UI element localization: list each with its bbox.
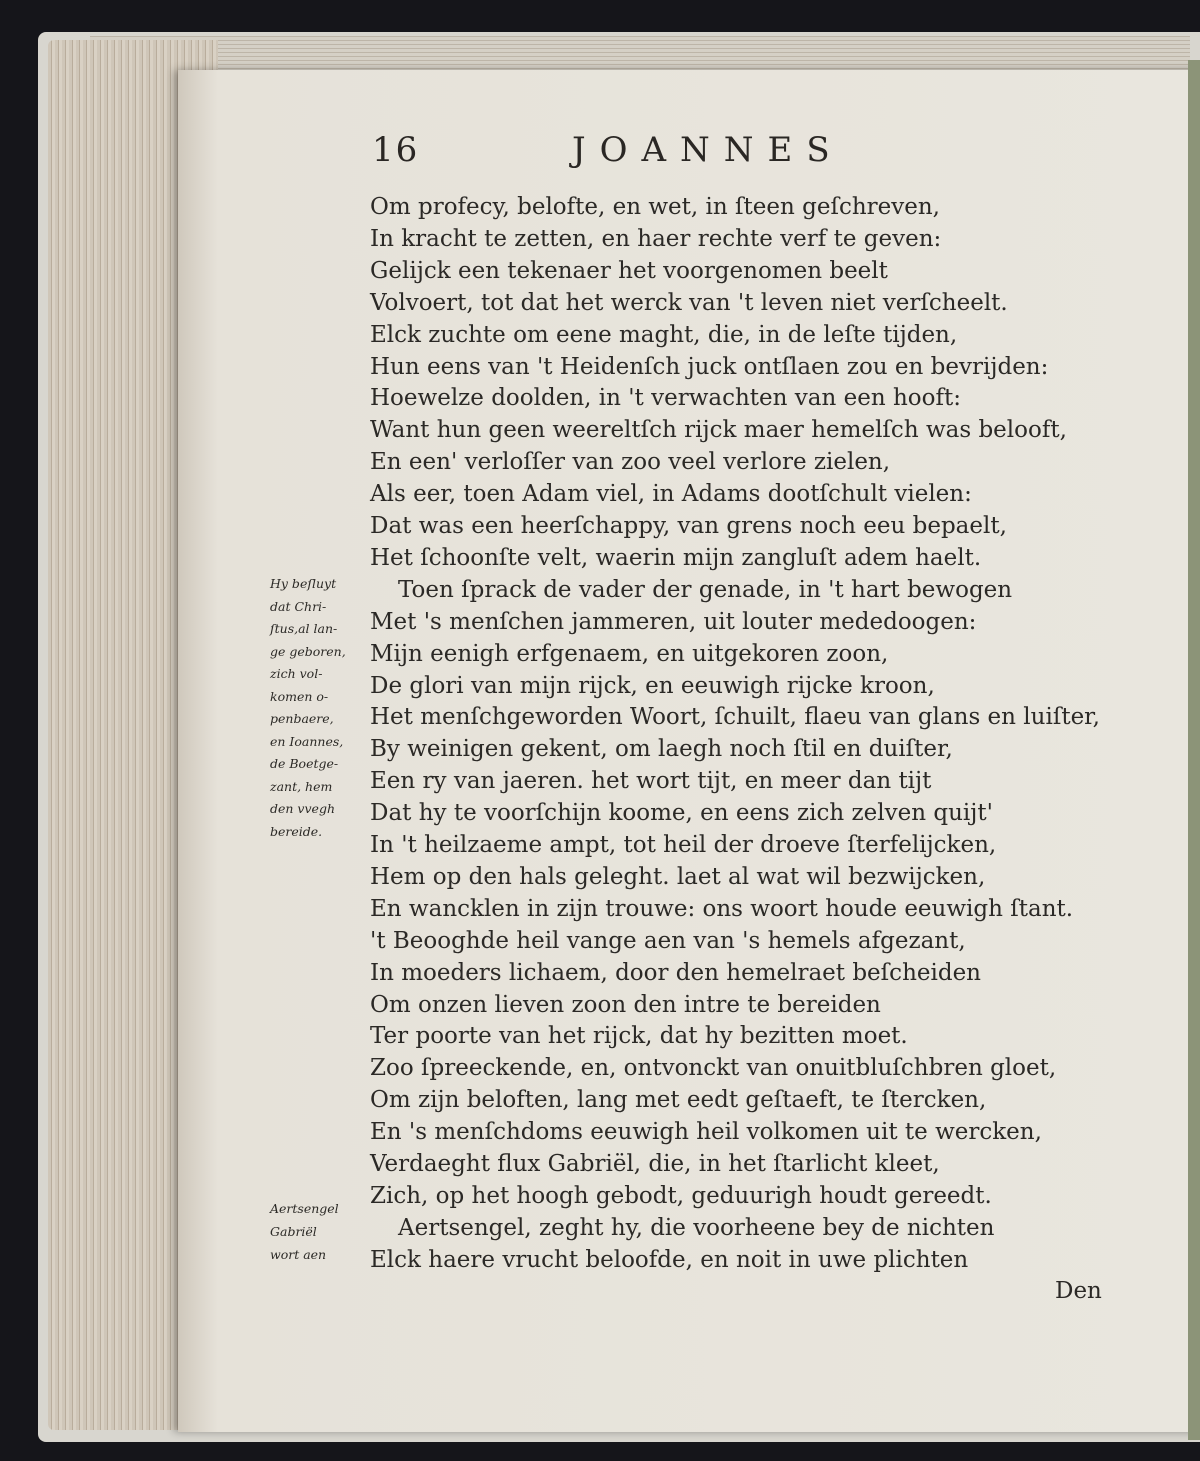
running-header [372, 130, 844, 170]
page-number: 16 [372, 130, 420, 170]
verse-line: Toen ſprack de vader der genade, in 't hart bewogen [398, 576, 1013, 603]
verse-line: En 's menſchdoms eeuwigh heil volkomen uit te wercken, [370, 1119, 1042, 1146]
margin-note-line: en Ioannes, [270, 733, 344, 749]
margin-note-line: Aertsengel [270, 1201, 339, 1216]
verse-line: Want hun geen weereltſch rijck maer hemelſch was belooft, [370, 417, 1067, 444]
margin-note-line: Hy beſluyt [270, 576, 337, 591]
margin-note-line: bereide. [270, 823, 323, 839]
verse-line: Het menſchgeworden Woort, ſchuilt, flaeu van glans en luiſter, [370, 704, 1100, 731]
margin-note-line: dat Chri- [270, 598, 327, 614]
margin-note-line: de Boetge- [270, 756, 339, 771]
verse-line: Om onzen lieven zoon den intre te bereiden [370, 991, 881, 1018]
verse-line: Dat was een heerſchappy, van grens noch eeu bepaelt, [370, 513, 1007, 539]
verse-line: De glori van mijn rijck, en eeuwigh rijcke kroon, [370, 672, 935, 699]
verse-line: Hem op den hals geleght. laet al wat wil bezwijcken, [370, 863, 986, 890]
verse-line: En wancklen in zijn trouwe: ons woort houde eeuwigh ſtant. [370, 895, 1074, 922]
margin-note-line: zich vol- [270, 666, 323, 681]
verse-line: Mijn eenigh erfgenaem, en uitgekoren zoon, [370, 640, 889, 667]
verse-line: Om zijn beloften, lang met eedt geſtaeft, te ſtercken, [370, 1087, 987, 1114]
verse-line: Volvoert, tot dat het werck van 't leven niet verſcheelt. [370, 289, 1008, 316]
verse-line: Zich, op het hoogh gebodt, geduurigh houdt gereedt. [370, 1182, 992, 1209]
verse-line: 't Beooghde heil vange aen van 's hemels afgezant, [370, 927, 966, 954]
verse-line: Hun eens van 't Heidenſch juck ontſlaen zou en bevrijden: [370, 353, 1049, 380]
verse-line: Om profecy, belofte, en wet, in ſteen geſchreven, [370, 194, 940, 220]
verse-line: In 't heilzaeme ampt, tot heil der droeve ſterfelijcken, [370, 832, 997, 858]
margin-note-line: Gabriël [270, 1224, 317, 1239]
verse-line: En een' verloſſer van zoo veel verlore zielen, [370, 449, 891, 476]
binding-strap [1188, 60, 1200, 1440]
margin-note-line: ge geboren, [270, 643, 346, 659]
margin-note-line: ſtus,al lan- [270, 621, 338, 636]
verse-line: In moeders lichaem, door den hemelraet beſcheiden [370, 959, 981, 986]
verse-line: Verdaeght flux Gabriël, die, in het ſtarlicht kleet, [370, 1151, 940, 1177]
verse-line: Een ry van jaeren. het wort tijt, en meer dan tijt [370, 768, 932, 795]
verse-line: Ter poorte van het rijck, dat hy bezitten moet. [370, 1023, 908, 1050]
margin-note-line: wort aen [270, 1247, 327, 1262]
verse-line: Aertsengel, zeght hy, die voorheene bey de nichten [398, 1214, 995, 1241]
verse-line: In kracht te zetten, en haer rechte verf te geven: [370, 225, 942, 252]
verse-line: Gelijck een tekenaer het voorgenomen beelt [370, 257, 888, 284]
margin-note-line: zant, hem [270, 778, 333, 794]
margin-note-line: penbaere, [270, 711, 334, 726]
verse-line: Met 's menſchen jammeren, uit louter mededoogen: [370, 608, 977, 635]
verse-line: Hoewelze doolden, in 't verwachten van een hooft: [370, 385, 961, 412]
verse-line: Elck haere vrucht beloofde, en noit in uwe plichten [370, 1246, 969, 1273]
catchword: Den [1055, 1278, 1102, 1304]
verse-line: Als eer, toen Adam viel, in Adams dootſchult vielen: [370, 481, 972, 508]
verse-line: Dat hy te voorſchijn koome, en eens zich zelven quijt' [370, 800, 993, 827]
verse-line: Zoo ſpreeckende, en, ontvonckt van onuitbluſchbren gloet, [370, 1055, 1057, 1082]
verse-line: By weinigen gekent, om laegh noch ſtil en duiſter, [370, 736, 953, 763]
margin-note-line: den vvegh [270, 801, 335, 816]
running-title: JOANNES [572, 130, 844, 170]
verse-line: Elck zuchte om eene maght, die, in de leſte tijden, [370, 321, 958, 348]
margin-note-line: komen o- [270, 688, 329, 704]
verse-line: Het ſchoonſte velt, waerin mijn zangluſt adem haelt. [370, 544, 982, 571]
